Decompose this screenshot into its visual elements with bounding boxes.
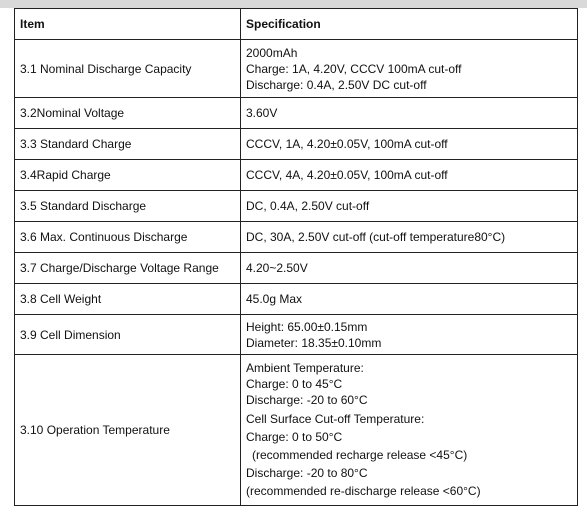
spec-line: Diameter: 18.35±0.10mm [246, 335, 382, 350]
specification-table [14, 8, 578, 506]
spec-line: Discharge: -20 to 80°C [246, 466, 368, 480]
row-item: 3.9 Cell Dimension [15, 315, 241, 355]
spec-line: (recommended recharge release <45°C) [252, 448, 468, 462]
header-specification: Specification [241, 9, 578, 40]
row-item: 3.2Nominal Voltage [15, 98, 241, 129]
table-row [15, 40, 578, 98]
row-specification: 45.0g Max [241, 284, 578, 315]
spec-line: Charge: 0 to 45°C [246, 377, 343, 391]
row-item: 3.5 Standard Discharge [15, 191, 241, 222]
row-item: 3.1 Nominal Discharge Capacity [15, 40, 241, 98]
table-row [15, 284, 578, 315]
spec-line: (recommended re-discharge release <60°C) [246, 484, 481, 498]
row-item: 3.3 Standard Charge [15, 129, 241, 160]
row-specification: 3.60V [241, 98, 578, 129]
spec-line: Discharge: 0.4A, 2.50V DC cut-off [246, 77, 427, 92]
spec-line: Charge: 1A, 4.20V, CCCV 100mA cut-off [246, 61, 462, 76]
table-row [15, 315, 578, 355]
row-item: 3.6 Max. Continuous Discharge [15, 222, 241, 253]
row-item: 3.10 Operation Temperature [15, 355, 241, 506]
table-row [15, 98, 578, 129]
row-specification: CCCV, 4A, 4.20±0.05V, 100mA cut-off [241, 160, 578, 191]
spec-line: Ambient Temperature: [246, 361, 364, 375]
row-item: 3.8 Cell Weight [15, 284, 241, 315]
row-specification [241, 315, 578, 355]
row-specification: DC, 30A, 2.50V cut-off (cut-off temperature80°C) [241, 222, 578, 253]
header-item: Item [15, 9, 241, 40]
row-specification [241, 355, 578, 506]
table-row [15, 129, 578, 160]
table-header-row [15, 9, 578, 40]
row-specification [241, 40, 578, 98]
spec-line: Discharge: -20 to 60°C [246, 393, 368, 407]
spec-line: Cell Surface Cut-off Temperature: [246, 412, 425, 426]
spec-line: Charge: 0 to 50°C [246, 430, 343, 444]
row-specification: CCCV, 1A, 4.20±0.05V, 100mA cut-off [241, 129, 578, 160]
table-row [15, 355, 578, 506]
table-row [15, 191, 578, 222]
row-specification: DC, 0.4A, 2.50V cut-off [241, 191, 578, 222]
table-row [15, 160, 578, 191]
row-specification: 4.20~2.50V [241, 253, 578, 284]
spec-line: Height: 65.00±0.15mm [246, 319, 368, 334]
table-row [15, 253, 578, 284]
row-item: 3.7 Charge/Discharge Voltage Range [15, 253, 241, 284]
table-row [15, 222, 578, 253]
spec-line: 2000mAh [246, 45, 298, 60]
top-strip [0, 0, 587, 8]
row-item: 3.4Rapid Charge [15, 160, 241, 191]
